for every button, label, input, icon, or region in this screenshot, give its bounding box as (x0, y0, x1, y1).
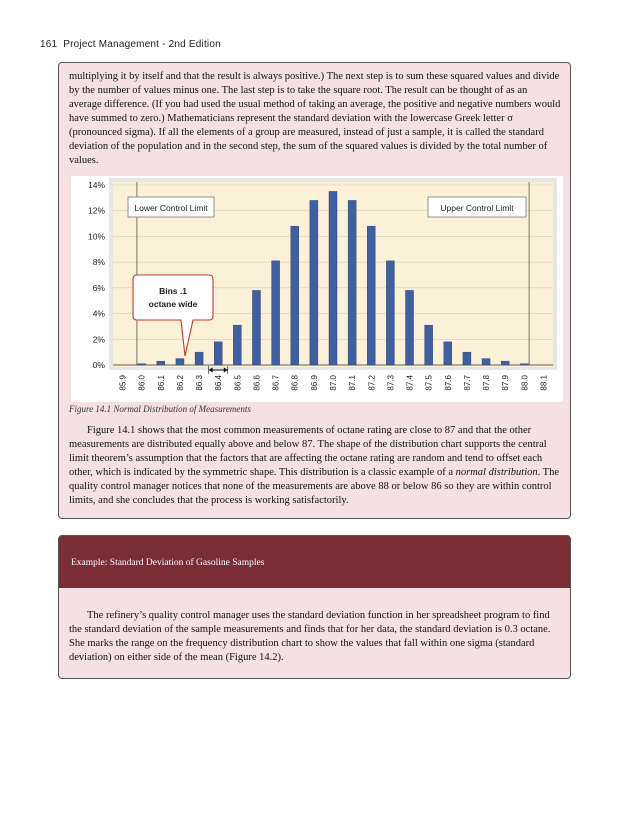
bar (272, 261, 280, 365)
x-tick-label: 87.5 (424, 375, 434, 391)
bar (482, 359, 490, 365)
x-tick-label: 86.6 (252, 375, 262, 391)
x-tick-label: 86.9 (309, 375, 319, 391)
y-tick-label: 12% (87, 205, 105, 216)
x-tick-label: 87.8 (482, 375, 492, 391)
para2-text-start: Figure 14.1 shows that the most common measurements of octane rating are close to 87 and that the other measurements are distributed equally above and below 87. The shape of the distribution chart supports the central limit theorem’s assumption that the factors that are affecting the octane rating are random and tend to offset each other, which is indicated by the symmetric shape. This distribution is a classic example of a (69, 425, 547, 478)
x-tick-label: 87.0 (329, 375, 338, 391)
y-tick-label: 6% (92, 282, 105, 293)
figure-caption: Figure 14.1 Normal Distribution of Measurements (69, 404, 251, 414)
paragraph-figure-discussion (69, 424, 562, 508)
y-tick-label: 8% (92, 257, 105, 268)
x-tick-label: 86.3 (195, 375, 205, 391)
x-tick-label: 87.1 (348, 375, 358, 391)
bar (406, 290, 414, 365)
bar (310, 200, 318, 365)
x-tick-label: 86.2 (175, 375, 185, 391)
x-tick-label: 86.5 (233, 375, 243, 391)
bar (348, 200, 356, 365)
figure-14-1-chart (71, 176, 563, 402)
main-content-box (58, 62, 571, 519)
x-tick-label: 86.4 (214, 375, 224, 391)
bar (214, 342, 222, 365)
bar (367, 226, 375, 365)
example-paragraph: The refinery’s quality control manager uses the standard deviation function in her spreadsheet program to find the standard deviation of the sample measurements and finds that for her data, the standard deviation is 0.3 octane. She marks the range on the frequency distribution chart to show the values that fall within one sigma (standard deviation) on either side of the mean (Figure 14.2). (69, 610, 551, 663)
example-title: Example: Standard Deviation of Gasoline Samples (71, 558, 265, 568)
paragraph-standard-deviation: multiplying it by itself and that the result is always positive.) The next step is to sum these squared values and divide by the number of values minus one. The last step is to take the square root. The result can be thought of as an average difference. (If you had used the usual method of taking an average, the positive and negative numbers would have summed to zero.) Mathematicians represent the standard deviation with the lowercase Greek letter σ (pronounced sigma). If all the elements of a group are measured, instead of just a sample, it is called the standard deviation of the population and in the second step, the sum of the squared values is divided by the total number of values. (69, 71, 561, 166)
bar (195, 352, 203, 365)
x-tick-label: 87.7 (462, 375, 472, 391)
y-tick-label: 14% (87, 180, 105, 190)
x-tick-label: 87.3 (386, 375, 396, 391)
bar (233, 325, 241, 365)
upper-limit-label: Upper Control Limit (440, 203, 514, 213)
page-number: 161 (40, 39, 58, 50)
bar (386, 261, 394, 365)
bar (138, 364, 146, 365)
bins-label-line1: Bins .1 (159, 286, 187, 296)
bar (520, 364, 528, 365)
bins-label-line2: octane wide (148, 299, 198, 309)
y-tick-label: 2% (92, 334, 105, 345)
example-box (58, 535, 571, 679)
book-title: Project Management - 2nd Edition (63, 39, 221, 50)
x-tick-label: 87.9 (501, 375, 511, 391)
y-tick-label: 4% (92, 308, 105, 319)
distribution-chart-svg (71, 176, 563, 402)
x-tick-label: 88.1 (539, 375, 549, 391)
bar (157, 361, 165, 365)
x-tick-label: 86.1 (156, 375, 166, 391)
bar (176, 359, 184, 365)
para2-text-end: . The quality control manager notices that none of the measurements are above 88 or below 86 so they are within control limits, and she concludes that the process is working satisfactorily. (69, 467, 560, 506)
x-tick-label: 87.2 (367, 375, 377, 391)
y-tick-label: 0% (92, 360, 105, 370)
x-tick-label: 85.9 (118, 375, 128, 391)
bar (252, 290, 260, 365)
bar (425, 325, 433, 365)
x-tick-label: 86.0 (137, 375, 147, 391)
page-header (40, 39, 221, 50)
bar (291, 226, 299, 365)
bar (444, 342, 452, 365)
x-tick-label: 87.4 (405, 375, 415, 391)
y-tick-label: 10% (87, 231, 105, 242)
bar (501, 361, 509, 365)
bar (329, 191, 337, 365)
x-tick-label: 88.0 (520, 375, 530, 391)
para2-italic-term: normal distribution (455, 467, 538, 478)
lower-limit-label: Lower Control Limit (134, 203, 208, 213)
x-tick-label: 86.7 (271, 375, 281, 391)
x-tick-label: 87.6 (443, 375, 453, 391)
bar (463, 352, 471, 365)
example-header (59, 536, 570, 588)
x-tick-label: 86.8 (290, 375, 300, 391)
